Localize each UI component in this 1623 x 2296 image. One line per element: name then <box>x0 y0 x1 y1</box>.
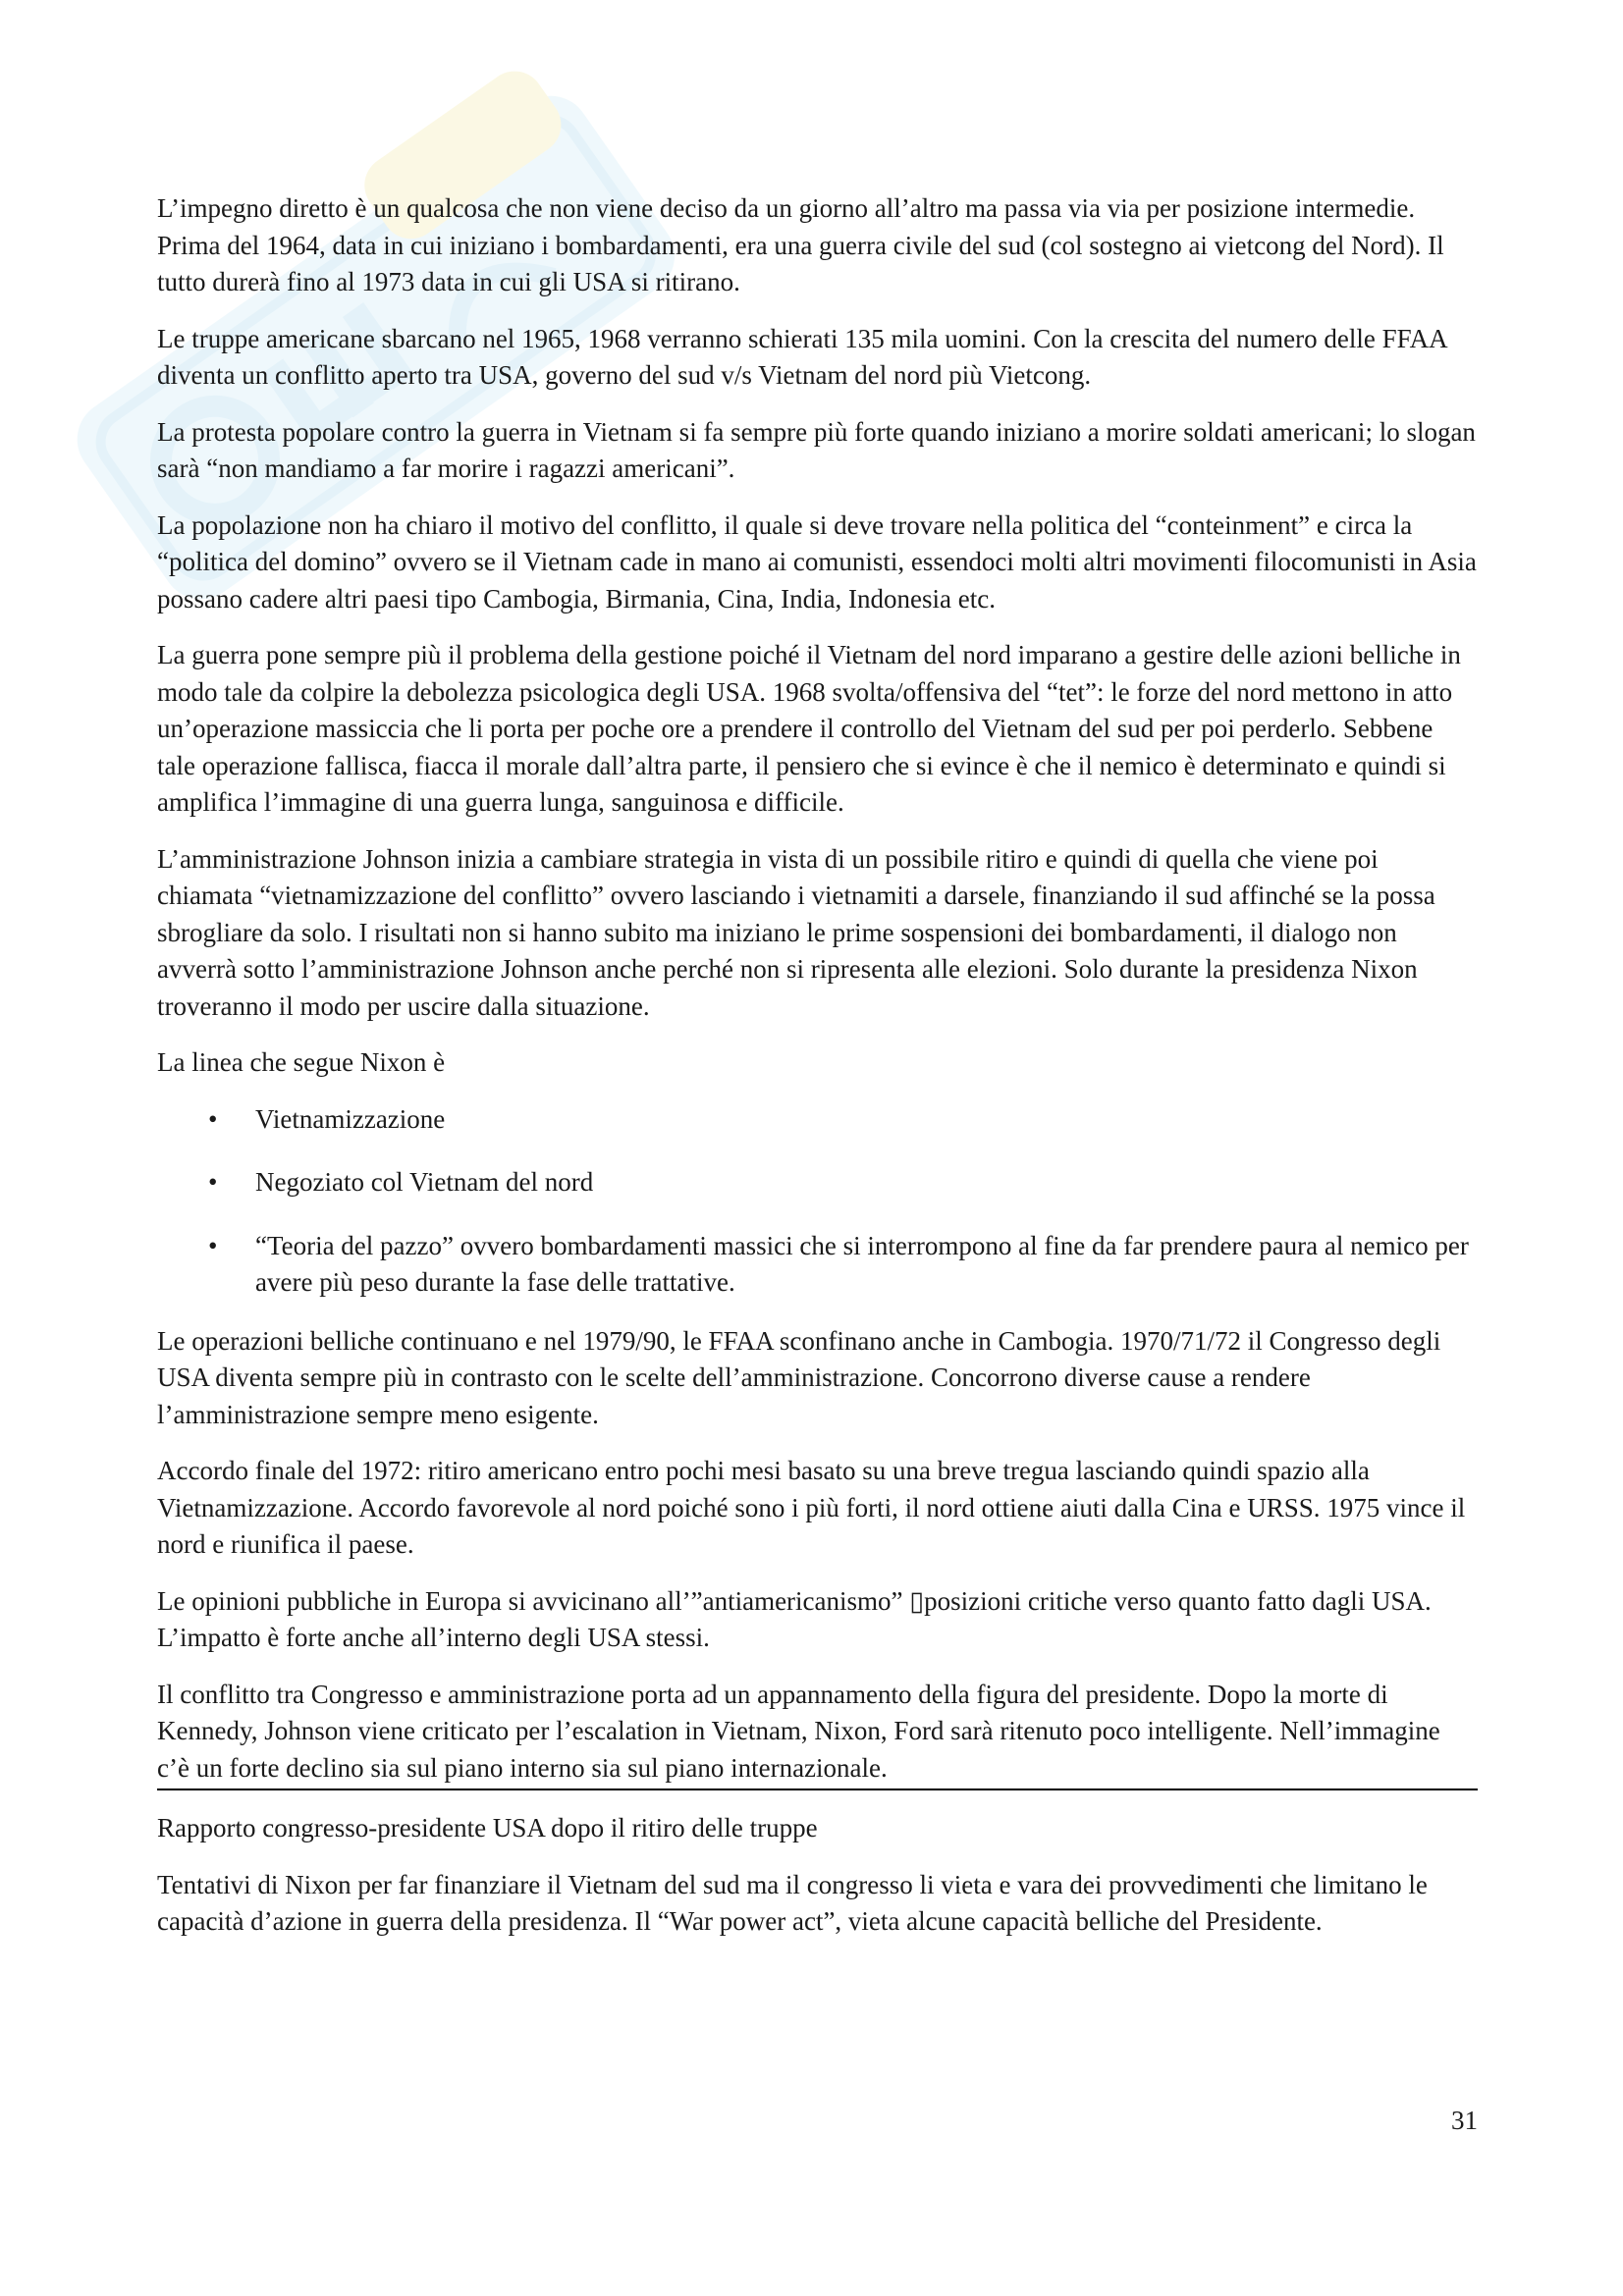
bullet-icon: • <box>208 1103 218 1134</box>
paragraph-conflitto-congresso: Il conflitto tra Congresso e amministrazione porta ad un appannamento della figura del presidente. Dopo la morte di Kennedy, Johnson viene criticato per l’escalation in Vietnam, Nixon, Ford sarà ritenuto poco intelligente. Nell’immagine c’è un forte declino sia sul piano interno sia sul piano internazionale. <box>157 1677 1478 1791</box>
bullet-icon: • <box>208 1230 218 1260</box>
paragraph-tentativi-nixon: Tentativi di Nixon per far finanziare il Vietnam del sud ma il congresso li vieta e vara dei provvedimenti che limitano le capacità d’azione in guerra della presidenza. Il “War power act”, vieta alcune capacità belliche del Presidente. <box>157 1869 1428 1936</box>
paragraph-gestione-guerra: La guerra pone sempre più il problema della gestione poiché il Vietnam del nord imparano a gestire delle azioni belliche in modo tale da colpire la debolezza psicologica degli USA. 1968 svolta/offensiva del “tet”: le forze del nord mettono in atto un’operazione massiccia che li porta per poche ore a prendere il controllo del Vietnam del sud per poi perderlo. Sebbene tale operazione fallisca, fiacca il morale dall’altra parte, il pensiero che si evince è che il nemico è determinato e quindi si amplifica l’immagine di una guerra lunga, sanguinosa e difficile. <box>157 640 1461 817</box>
paragraph-amministrazione-johnson: L’amministrazione Johnson inizia a cambiare strategia in vista di un possibile ritiro e quindi di quella che viene poi chiamata “vietnamizzazione del conflitto” ovvero lasciando i vietnamiti a darsele, finanziando il sud affinché se la possa sbrogliare da solo. I risultati non si hanno subito ma iniziano le prime sospensioni dei bombardamenti, il dialogo non avverrà sotto l’amministrazione Johnson anche perché non si ripresenta alle elezioni. Solo durante la presidenza Nixon troveranno il modo per uscire dalla situazione. <box>157 843 1435 1021</box>
bullet-icon: • <box>208 1167 218 1197</box>
paragraph-opinioni-europa: Le opinioni pubbliche in Europa si avvicinano all’”antiamericanismo” ▯posizioni critiche verso quanto fatto dagli USA. L’impatto è forte anche all’interno degli USA stessi. <box>157 1585 1432 1652</box>
list-item-text: Vietnamizzazione <box>255 1103 446 1134</box>
list-item-text: “Teoria del pazzo” ovvero bombardamenti massici che si interrompono al fine da far prendere paura al nemico per avere più peso durante la fase delle trattative. <box>255 1230 1469 1297</box>
list-item <box>157 1228 1478 1302</box>
paragraph-popolazione-conflitto: La popolazione non ha chiaro il motivo del conflitto, il quale si deve trovare nella politica del “conteinment” e circa la “politica del domino” ovvero se il Vietnam cade in mano ai comunisti, essendoci molti altri movimenti filocomunisti in Asia possano cadere altri paesi tipo Cambogia, Birmania, Cina, India, Indonesia etc. <box>157 509 1477 614</box>
document-page <box>157 190 1478 1960</box>
paragraph-accordo-finale: Accordo finale del 1972: ritiro americano entro pochi mesi basato su una breve tregua lasciando quindi spazio alla Vietnamizzazione. Accordo favorevole al nord poiché sono i più forti, il nord ottiene aiuti dalla Cina e URSS. 1975 vince il nord e riunifica il paese. <box>157 1456 1466 1559</box>
list-item-text: Negoziato col Vietnam del nord <box>255 1167 594 1197</box>
paragraph-truppe-americane: Le truppe americane sbarcano nel 1965, 1968 verranno schierati 135 mila uomini. Con la crescita del numero delle FFAA diventa un conflitto aperto tra USA, governo del sud v/s Vietnam del nord più Vietcong. <box>157 323 1447 390</box>
section-heading-rapporto-congresso: Rapporto congresso-presidente USA dopo il ritiro delle truppe <box>157 1813 818 1842</box>
nixon-strategy-list <box>157 1101 1478 1302</box>
list-item <box>157 1101 1478 1139</box>
page-number: 31 <box>1451 2106 1478 2135</box>
paragraph-protesta-popolare: La protesta popolare contro la guerra in Vietnam si fa sempre più forte quando iniziano a morire soldati americani; lo slogan sarà “non mandiamo a far morire i ragazzi americani”. <box>157 416 1476 483</box>
paragraph-operazioni-belliche: Le operazioni belliche continuano e nel 1979/90, le FFAA sconfinano anche in Cambogia. 1970/71/72 il Congresso degli USA diventa sempre più in contrasto con le scelte dell’amministrazione. Concorrono diverse cause a rendere l’amministrazione sempre meno esigente. <box>157 1325 1441 1429</box>
paragraph-linea-nixon: La linea che segue Nixon è <box>157 1047 446 1077</box>
paragraph-impegno-diretto: L’impegno diretto è un qualcosa che non viene deciso da un giorno all’altro ma passa via via per posizione intermedie. Prima del 1964, data in cui iniziano i bombardamenti, era una guerra civile del sud (col sostegno ai vietcong del Nord). Il tutto durerà fino al 1973 data in cui gli USA si ritirano. <box>157 193 1444 296</box>
list-item <box>157 1164 1478 1201</box>
